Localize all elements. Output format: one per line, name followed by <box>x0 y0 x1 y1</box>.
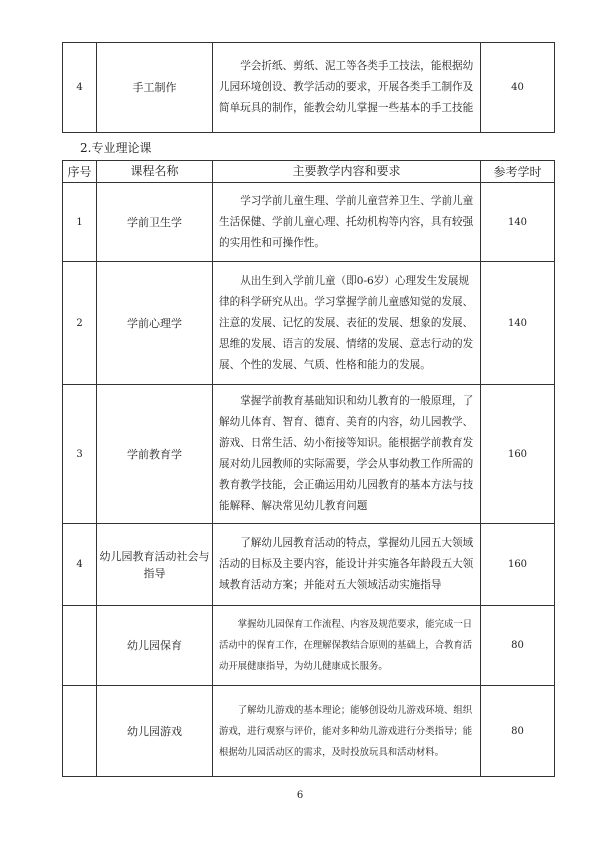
table-row <box>63 183 555 262</box>
course-name: 学前卫生学 <box>97 183 213 262</box>
table-header-row <box>63 161 555 183</box>
course-description <box>213 262 481 385</box>
course-name: 幼儿园保育 <box>97 606 213 686</box>
course-hours: 40 <box>481 43 555 133</box>
course-description-text: 了解幼儿游戏的基本理论；能够创设幼儿游戏环境、组织游戏，进行观察与评价，能对多种幼儿游戏进行分类指导；能根据幼儿园活动区的需求，及时投放玩具和活动材料。 <box>219 704 473 758</box>
table-row <box>63 385 555 524</box>
row-number: 1 <box>63 183 97 262</box>
page-number: 6 <box>296 790 304 801</box>
course-description-text: 了解幼儿园教育活动的特点，掌握幼儿园五大领域活动的目标及主要内容，能设计并实施各年龄段五大领域教育活动方案；并能对五大领域活动实施指导 <box>219 537 474 591</box>
course-description <box>213 686 481 777</box>
course-hours: 80 <box>481 686 555 777</box>
course-description <box>213 524 481 606</box>
course-hours: 140 <box>481 183 555 262</box>
table-row <box>63 43 555 133</box>
header-name: 课程名称 <box>97 161 213 183</box>
course-hours: 140 <box>481 262 555 385</box>
course-name: 学前心理学 <box>97 262 213 385</box>
row-number <box>63 686 97 777</box>
row-number <box>63 606 97 686</box>
course-description <box>213 606 481 686</box>
course-hours: 160 <box>481 385 555 524</box>
table-row <box>63 524 555 606</box>
header-desc: 主要教学内容和要求 <box>213 161 481 183</box>
row-number: 3 <box>63 385 97 524</box>
row-number: 2 <box>63 262 97 385</box>
table-row <box>63 686 555 777</box>
section-title: 2.专业理论课 <box>80 141 152 155</box>
header-no: 序号 <box>63 161 97 183</box>
course-description-text: 学会折纸、剪纸、泥工等各类手工技法，能根据幼儿园环境创设、教学活动的要求，开展各类手工制作及简单玩具的制作，能教会幼儿掌握一些基本的手工技能 <box>219 60 474 114</box>
course-description-text: 从出生到入学前儿童（即0-6岁）心理发生发展规律的科学研究从出。学习掌握学前儿童感知觉的发展、注意的发展、记忆的发展、表征的发展、想象的发展、思维的发展、语言的发展、情绪的发展、意志行动的发展、个性的发展、气质、性格和能力的发展。 <box>219 274 474 371</box>
course-description-text: 掌握幼儿园保育工作流程、内容及规范要求，能完成一日活动中的保育工作，在理解保教结合原则的基础上，合教育活动开展健康指导，为幼儿健康成长服务。 <box>219 619 473 672</box>
table-row <box>63 606 555 686</box>
course-description <box>213 385 481 524</box>
course-description-text: 学习学前儿童生理、学前儿童营养卫生、学前儿童生活保健、学前儿童心理、托幼机构等内容，具有较强的实用性和可操作性。 <box>219 194 474 249</box>
theory-course-table <box>62 160 555 777</box>
course-description <box>213 183 481 262</box>
prev-course-table <box>62 42 555 133</box>
course-hours: 80 <box>481 606 555 686</box>
row-number: 4 <box>63 524 97 606</box>
header-hours: 参考学时 <box>481 161 555 183</box>
course-name: 幼儿园游戏 <box>97 686 213 777</box>
course-hours: 160 <box>481 524 555 606</box>
course-name: 手工制作 <box>97 43 213 133</box>
course-name: 学前教育学 <box>97 385 213 524</box>
course-description <box>213 43 481 133</box>
course-name: 幼儿园教育活动社会与指导 <box>97 524 213 606</box>
course-description-text: 掌握学前教育基础知识和幼儿教育的一般原理，了解幼儿体育、智育、德育、美育的内容，幼儿园教学、游戏、日常生活、幼小衔接等知识。能根据学前教育发展对幼儿园教师的实际需要，学会从事幼教工作所需的教育教学技能，会正确运用幼儿园教育的基本方法与技能解释、解决常见幼儿教育问题 <box>219 395 474 512</box>
row-number: 4 <box>63 43 97 133</box>
table-row <box>63 262 555 385</box>
